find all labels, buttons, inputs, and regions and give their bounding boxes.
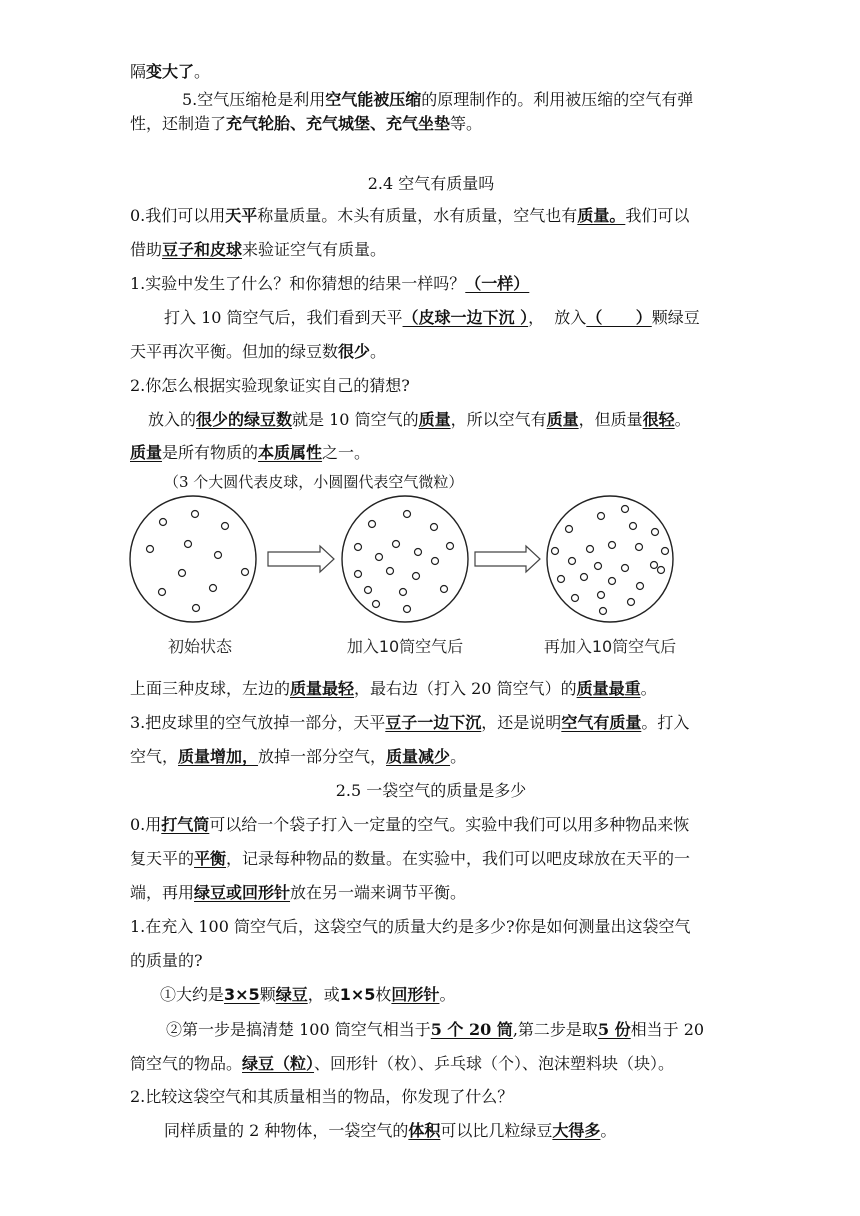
text: 端，再用	[130, 883, 195, 902]
question-line: 2.你怎么根据实验现象证实自己的猜想?	[130, 376, 410, 395]
text: 、回形针（枚）、乒乓球（个）、泡沫塑料块（块）。	[314, 1054, 675, 1073]
balloon-diagram	[128, 494, 728, 624]
text: 等。	[450, 114, 483, 133]
answer-text: 质量。	[577, 206, 626, 225]
bold-text: 很少	[338, 342, 371, 361]
paragraph-line	[130, 677, 732, 701]
paragraph-line	[130, 745, 732, 769]
section-heading: 2.4 空气有质量吗	[367, 174, 495, 193]
text: 0.我们可以用	[130, 206, 226, 225]
answer-text: 3×5	[224, 985, 260, 1004]
answer-text: 很少的绿豆数	[196, 410, 293, 429]
balloon-initial	[130, 496, 256, 622]
text: 。	[370, 342, 387, 361]
question-line: 的质量的?	[130, 951, 203, 970]
text: ， 放入	[528, 308, 587, 327]
answer-line	[148, 408, 750, 432]
answer-line	[164, 306, 766, 330]
paragraph-line	[130, 238, 732, 262]
text: 。	[600, 1121, 617, 1140]
answer-text: 绿豆（粒）	[242, 1054, 315, 1073]
text: 0.用	[130, 815, 162, 834]
answer-blank: （ ）	[586, 308, 652, 327]
answer-text: 平衡	[194, 849, 227, 868]
text: 打入 10 筒空气后，我们看到天平	[164, 308, 403, 327]
text: 颗	[259, 985, 276, 1004]
section-heading: 2.5 一袋空气的质量是多少	[335, 781, 527, 800]
text: 颗绿豆	[651, 308, 700, 327]
answer-text: 质量最轻	[290, 679, 355, 698]
text: 同样质量的 2 种物体，一袋空气的	[164, 1121, 409, 1140]
text: 借助	[130, 240, 163, 259]
paragraph-line	[130, 204, 732, 228]
answer-text: 本质属性	[258, 443, 323, 462]
answer-text: 回形针	[391, 985, 440, 1004]
text: ,第二步是取	[512, 1020, 598, 1039]
arrow-icon	[475, 546, 540, 572]
text: 枚	[375, 985, 392, 1004]
text: ②第一步是搞清楚 100 筒空气相当于	[166, 1020, 431, 1039]
diagram-label-initial: 初始状态	[167, 637, 232, 656]
text: 性，还制造了	[130, 114, 227, 133]
text: 放掉一部分空气，	[258, 747, 387, 766]
text: 5.空气压缩枪是利用	[182, 90, 326, 109]
text: 筒空气的物品。	[130, 1054, 243, 1073]
answer-text: 绿豆	[275, 985, 308, 1004]
text: ，但质量	[578, 410, 643, 429]
question-line	[130, 272, 732, 296]
answer-text: 大得多	[552, 1121, 601, 1140]
paragraph-line	[130, 813, 732, 837]
answer-text: 5 个 20 筒	[430, 1020, 513, 1039]
text: 隔	[130, 62, 147, 81]
text: 是所有物质的	[162, 443, 259, 462]
answer-text: 质量	[130, 443, 163, 462]
text: ，还是说明	[481, 713, 562, 732]
text: 就是 10 筒空气的	[292, 410, 419, 429]
text: 相当于 20	[630, 1020, 705, 1039]
paragraph-line	[182, 88, 784, 112]
text: 1.实验中发生了什么？和你猜想的结果一样吗？	[130, 274, 466, 293]
diagram-label-after-20: 再加入10筒空气后	[543, 637, 677, 656]
text: ，最右边（打入 20 筒空气）的	[354, 679, 577, 698]
text: ，或	[307, 985, 340, 1004]
answer-line	[164, 1119, 766, 1143]
text: ，记录每种物品的数量。在实验中，我们可以吧皮球放在天平的一	[226, 849, 691, 868]
text: 可以给一个袋子打入一定量的空气。实验中我们可以用多种物品来恢	[209, 815, 690, 834]
text: 。	[674, 410, 691, 429]
answer-text: 质量最重	[576, 679, 641, 698]
bold-text: 变大了	[146, 62, 195, 81]
answer-text: 豆子和皮球	[162, 240, 243, 259]
bold-text: 充气轮胎、充气城堡、充气坐垫	[226, 114, 451, 133]
answer-text: 体积	[408, 1121, 441, 1140]
figure-caption: （3 个大圆代表皮球，小圆圈代表空气微粒）	[164, 473, 464, 491]
text: ①大约是	[160, 985, 225, 1004]
answer-text: 绿豆或回形针	[194, 883, 291, 902]
answer-text: 质量	[418, 410, 451, 429]
diagram-label-after-10: 加入10筒空气后	[346, 637, 464, 656]
text: 。	[640, 679, 657, 698]
bold-text: 天平	[225, 206, 258, 225]
text: ，所以空气有	[450, 410, 547, 429]
paragraph-line	[130, 60, 732, 84]
text: 空气，	[130, 747, 179, 766]
text: 。	[439, 985, 456, 1004]
balloon-after-20	[547, 496, 673, 622]
bold-text: 空气能被压缩	[325, 90, 422, 109]
text: 。	[450, 747, 467, 766]
answer-text: 空气有质量	[561, 713, 642, 732]
answer-text: 5 份	[597, 1020, 631, 1039]
answer-text: 质量	[546, 410, 579, 429]
answer-line	[130, 1052, 732, 1076]
text: 。	[194, 62, 211, 81]
text: 称量质量。木头有质量，水有质量，空气也有	[257, 206, 578, 225]
paragraph-line	[130, 711, 732, 735]
text: 来验证空气有质量。	[242, 240, 387, 259]
text: 的原理制作的。利用被压缩的空气有弹	[421, 90, 694, 109]
paragraph-line	[130, 112, 732, 136]
paragraph-line	[130, 847, 732, 871]
text: 之一。	[322, 443, 371, 462]
answer-line	[130, 340, 732, 364]
answer-text: 很轻	[642, 410, 675, 429]
text: 放在另一端来调节平衡。	[290, 883, 467, 902]
text: 3.把皮球里的空气放掉一部分，天平	[130, 713, 386, 732]
text: 放入的	[148, 410, 197, 429]
answer-text: （一样）	[465, 274, 530, 293]
text: 上面三种皮球，左边的	[130, 679, 291, 698]
text: 。打入	[641, 713, 690, 732]
question-line: 2.比较这袋空气和其质量相当的物品，你发现了什么？	[130, 1087, 514, 1106]
answer-line	[160, 983, 762, 1007]
question-line: 1.在充入 100 筒空气后，这袋空气的质量大约是多少?你是如何测量出这袋空气	[130, 917, 691, 936]
text: 我们可以	[625, 206, 690, 225]
answer-text: （皮球一边下沉 ）	[402, 308, 529, 327]
text: 复天平的	[130, 849, 195, 868]
answer-text: 质量减少	[386, 747, 451, 766]
balloon-after-10	[342, 496, 468, 622]
answer-text: 质量增加，	[178, 747, 259, 766]
answer-text: 豆子一边下沉	[385, 713, 482, 732]
answer-line	[130, 441, 732, 465]
text: 天平再次平衡。但加的绿豆数	[130, 342, 339, 361]
text: 可以比几粒绿豆	[440, 1121, 553, 1140]
answer-text: 打气筒	[161, 815, 210, 834]
bold-text: 1×5	[339, 985, 376, 1004]
answer-line	[166, 1018, 768, 1042]
arrow-icon	[268, 546, 334, 572]
paragraph-line	[130, 881, 732, 905]
